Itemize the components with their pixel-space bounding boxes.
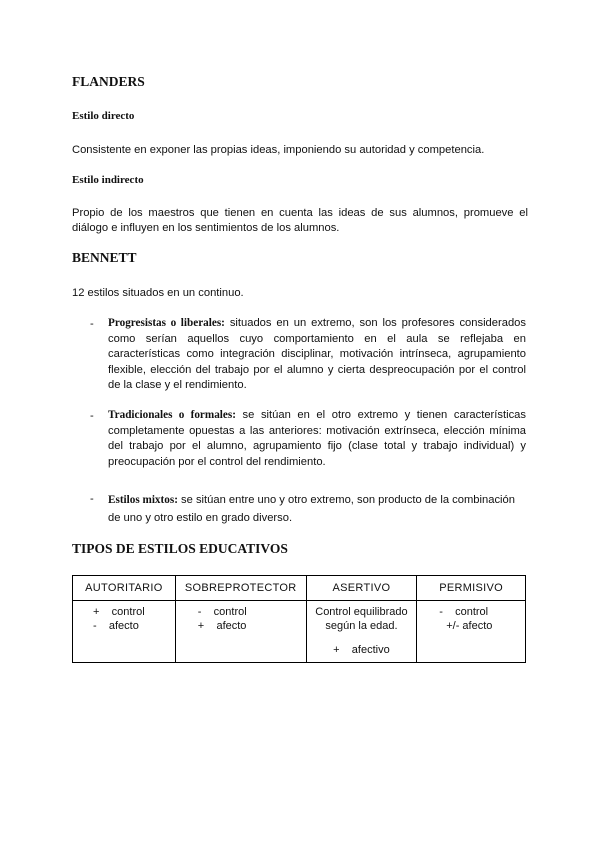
section-heading-flanders: FLANDERS [72,74,145,89]
section-heading-tipos: TIPOS DE ESTILOS EDUCATIVOS [72,541,288,556]
cell-line: + control [93,606,145,618]
cell-line: según la edad. [325,619,398,632]
term-mixtos: Estilos mixtos: [108,494,178,506]
text-progresistas: situados en un extremo, son los profesores considerados como serían aquellos cuyo comportamiento en el aula se reflejaba en características como integración disciplinar, motivación intrínseca, agrupamiento flexible, elección del trabajo por el alumno y cierta despreocupación por el control de la clase y el rendimiento. [108,317,526,391]
table-cell-permisivo [417,601,526,663]
term-tradicionales: Tradicionales o formales: [108,409,236,421]
table-header-row [73,576,526,601]
text-mixtos: se sitúan entre uno y otro extremo, son producto de la combinación de uno y otro estilo en grado diverso. [108,494,515,524]
styles-table [72,575,526,663]
table-cell-asertivo [306,601,417,663]
table-row [73,601,526,663]
bennett-intro: 12 estilos situados en un continuo. [72,287,244,299]
paragraph-estilo-indirecto: Propio de los maestros que tienen en cuenta las ideas de sus alumnos, promueve el diálogo e influyen en los sentimientos de los alumnos. [72,207,528,234]
list-item-mixtos [108,491,526,527]
subheading-estilo-indirecto: Estilo indirecto [72,174,144,186]
cell-line: + afecto [197,619,247,632]
cell-line: Control equilibrado [315,606,408,618]
cell-line: + afectivo [333,644,390,656]
subheading-estilo-directo: Estilo directo [72,110,135,122]
cell-line: - control [439,606,489,618]
table-cell-sobreprotector [175,601,306,663]
column-header: ASERTIVO [306,576,417,601]
column-header: AUTORITARIO [73,576,176,601]
cell-line: - control [197,606,247,618]
cell-line: - afecto [93,619,139,632]
cell-line: +/- afecto [446,619,493,632]
list-item-progresistas [108,316,526,394]
text-tradicionales: se sitúan en el otro extremo y tienen características completamente opuestas a las anteriores: motivación extrínseca, elección mínima del trabajo por el alumno, agrupamiento fijo (clase total y trabajo individual) y preocupación por el control del rendimiento. [108,409,526,468]
term-progresistas: Progresistas o liberales: [108,317,225,329]
bullet-dash: - [90,493,94,505]
table-cell-autoritario [73,601,176,663]
paragraph-estilo-directo: Consistente en exponer las propias ideas, imponiendo su autoridad y competencia. [72,144,485,156]
bullet-dash: - [90,410,94,422]
section-heading-bennett: BENNETT [72,250,137,265]
list-item-tradicionales [108,408,526,470]
bullet-dash: - [90,318,94,330]
column-header: PERMISIVO [417,576,526,601]
column-header: SOBREPROTECTOR [175,576,306,601]
